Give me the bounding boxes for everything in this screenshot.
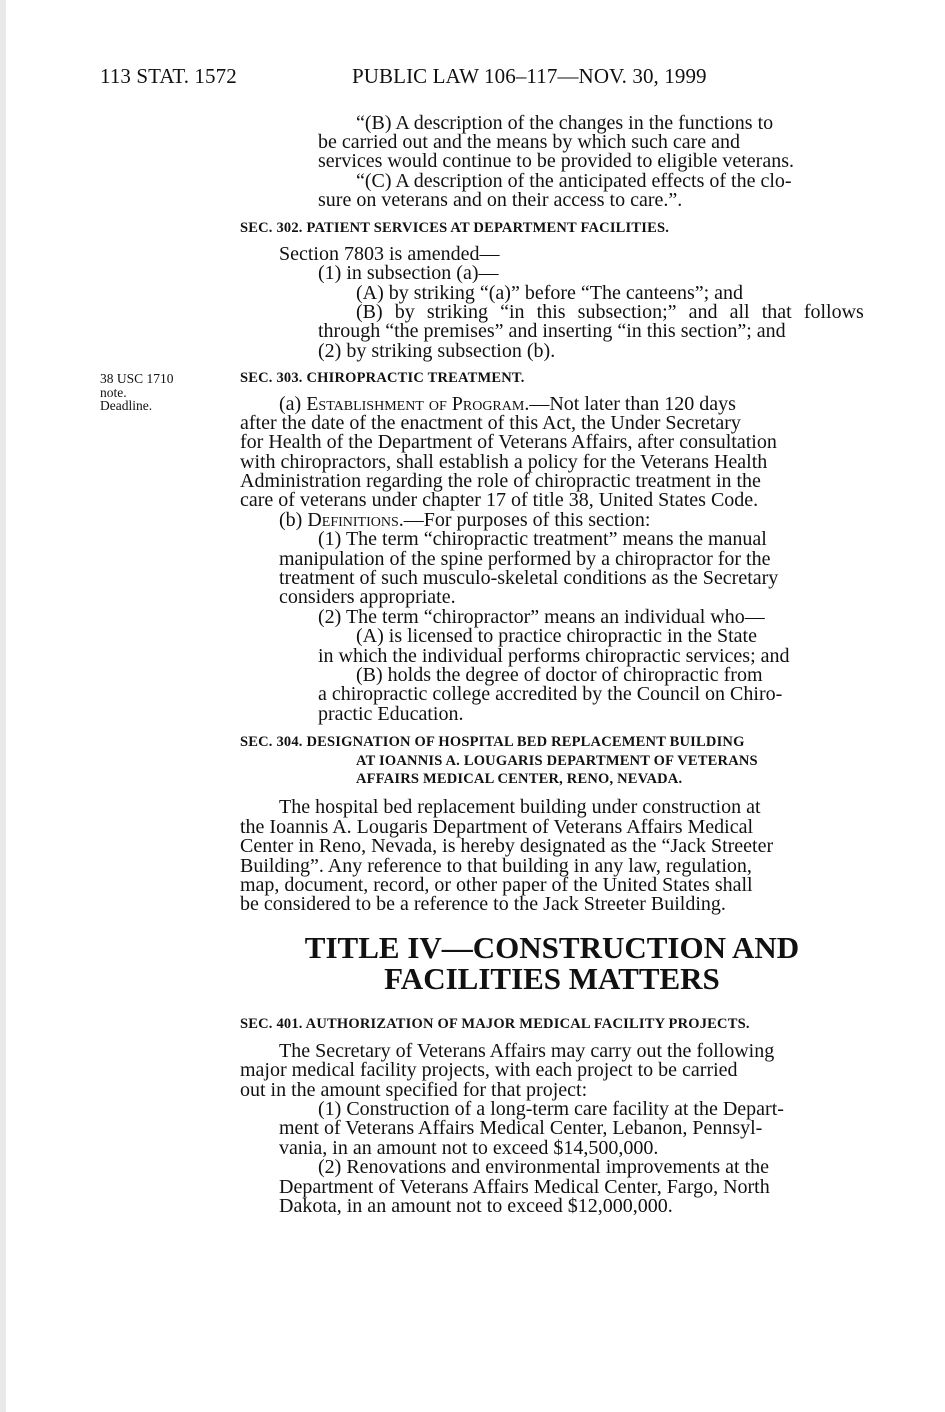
section-302-heading: SEC. 302. PATIENT SERVICES AT DEPARTMENT FACILITIES. (240, 220, 670, 236)
subsection-b-first-text: —For purposes of this section: (403, 509, 651, 531)
public-law-reference: PUBLIC LAW 106–117—NOV. 30, 1999 (352, 64, 707, 88)
section-303-heading: SEC. 303. CHIROPRACTIC TREATMENT. (240, 370, 525, 386)
text-line: manipulation of the spine performed by a chiropractor for the (279, 548, 771, 570)
margin-note-deadline: Deadline. (100, 398, 153, 413)
text-line: (A) is licensed to practice chiropractic in the State (356, 625, 757, 647)
page-reference: 113 STAT. 1572 (100, 64, 237, 88)
text-line: services would continue to be provided to eligible veterans. (318, 150, 794, 172)
section-401-heading: SEC. 401. AUTHORIZATION OF MAJOR MEDICAL FACILITY PROJECTS. (240, 1016, 750, 1032)
title-line: FACILITIES MATTERS (384, 961, 720, 996)
text-line: Section 7803 is amended— (279, 243, 500, 265)
margin-note: note. (100, 385, 127, 400)
text-line: map, document, record, or other paper of the United States shall (240, 874, 753, 896)
subsection-a-label: (a) (279, 393, 307, 415)
heading-line: SEC. 304. DESIGNATION OF HOSPITAL BED REPLACEMENT BUILDING (240, 734, 745, 750)
text-line: the Ioannis A. Lougaris Department of Veterans Affairs Medical (240, 816, 754, 838)
scan-edge (0, 0, 6, 1412)
text-line: vania, in an amount not to exceed $14,500,000. (279, 1137, 659, 1159)
text-line: (A) by striking “(a)” before “The canteens”; and (356, 282, 744, 304)
subsection-b-label: (b) (279, 509, 308, 531)
text-line: sure on veterans and on their access to care.”. (318, 189, 683, 211)
text-line: considers appropriate. (279, 586, 456, 608)
text-line: Administration regarding the role of chiropractic treatment in the (240, 470, 761, 492)
subsection-a-line (279, 394, 864, 414)
title-line: TITLE IV—CONSTRUCTION AND (304, 930, 800, 965)
text-line: be carried out and the means by which such care and (318, 131, 741, 153)
text-line: out in the amount specified for that project: (240, 1079, 588, 1101)
margin-note-citation: 38 USC 1710 (100, 371, 174, 386)
text-line: (B) holds the degree of doctor of chiropractic from (356, 664, 763, 686)
text-line: The hospital bed replacement building under construction at (279, 796, 761, 818)
text-line: (1) Construction of a long-term care facility at the Depart- (318, 1098, 784, 1120)
text-line: Department of Veterans Affairs Medical Center, Fargo, North (279, 1176, 770, 1198)
text-line: care of veterans under chapter 17 of title 38, United States Code. (240, 489, 759, 511)
text-line: (2) The term “chiropractor” means an individual who— (318, 606, 765, 628)
text-line: for Health of the Department of Veterans Affairs, after consultation (240, 431, 777, 453)
text-line: (B) by striking “in this subsection;” and all that follows (356, 301, 864, 323)
text-line: “(B) A description of the changes in the functions to (356, 112, 774, 134)
text-line: in which the individual performs chiropractic services; and (318, 645, 790, 667)
text-line: “(C) A description of the anticipated effects of the clo- (356, 170, 792, 192)
text-line: a chiropractic college accredited by the Council on Chiro- (318, 683, 783, 705)
text-line: through “the premises” and inserting “in this section”; and (318, 320, 786, 342)
subsection-b-heading: Definitions. (307, 509, 404, 531)
text-line: (1) The term “chiropractic treatment” means the manual (318, 528, 767, 550)
text-line: Dakota, in an amount not to exceed $12,000,000. (279, 1195, 673, 1217)
subsection-a-heading: Establishment of Program. (306, 393, 530, 415)
text-line: The Secretary of Veterans Affairs may carry out the following (279, 1040, 775, 1062)
subsection-b-line (279, 510, 650, 530)
text-line: be considered to be a reference to the Jack Streeter Building. (240, 893, 726, 915)
text-line: ment of Veterans Affairs Medical Center, Lebanon, Pennsyl- (279, 1117, 763, 1139)
text-line: (1) in subsection (a)— (318, 262, 499, 284)
text-line: practic Education. (318, 703, 464, 725)
heading-line: AT IOANNIS A. LOUGARIS DEPARTMENT OF VETERANS (356, 753, 758, 769)
text-line: with chiropractors, shall establish a policy for the Veterans Health (240, 451, 768, 473)
text-line: after the date of the enactment of this Act, the Under Secretary (240, 412, 741, 434)
text-line: treatment of such musculo-skeletal conditions as the Secretary (279, 567, 779, 589)
text-line: (2) by striking subsection (b). (318, 340, 556, 362)
text-line: Center in Reno, Nevada, is hereby designated as the “Jack Streeter (240, 835, 774, 857)
text-line: (2) Renovations and environmental improvements at the (318, 1156, 769, 1178)
text-line: major medical facility projects, with each project to be carried (240, 1059, 738, 1081)
text-line: Building”. Any reference to that building in any law, regulation, (240, 855, 752, 877)
subsection-a-first-text: —Not later than 120 days (529, 393, 736, 415)
heading-line: AFFAIRS MEDICAL CENTER, RENO, NEVADA. (356, 771, 683, 787)
